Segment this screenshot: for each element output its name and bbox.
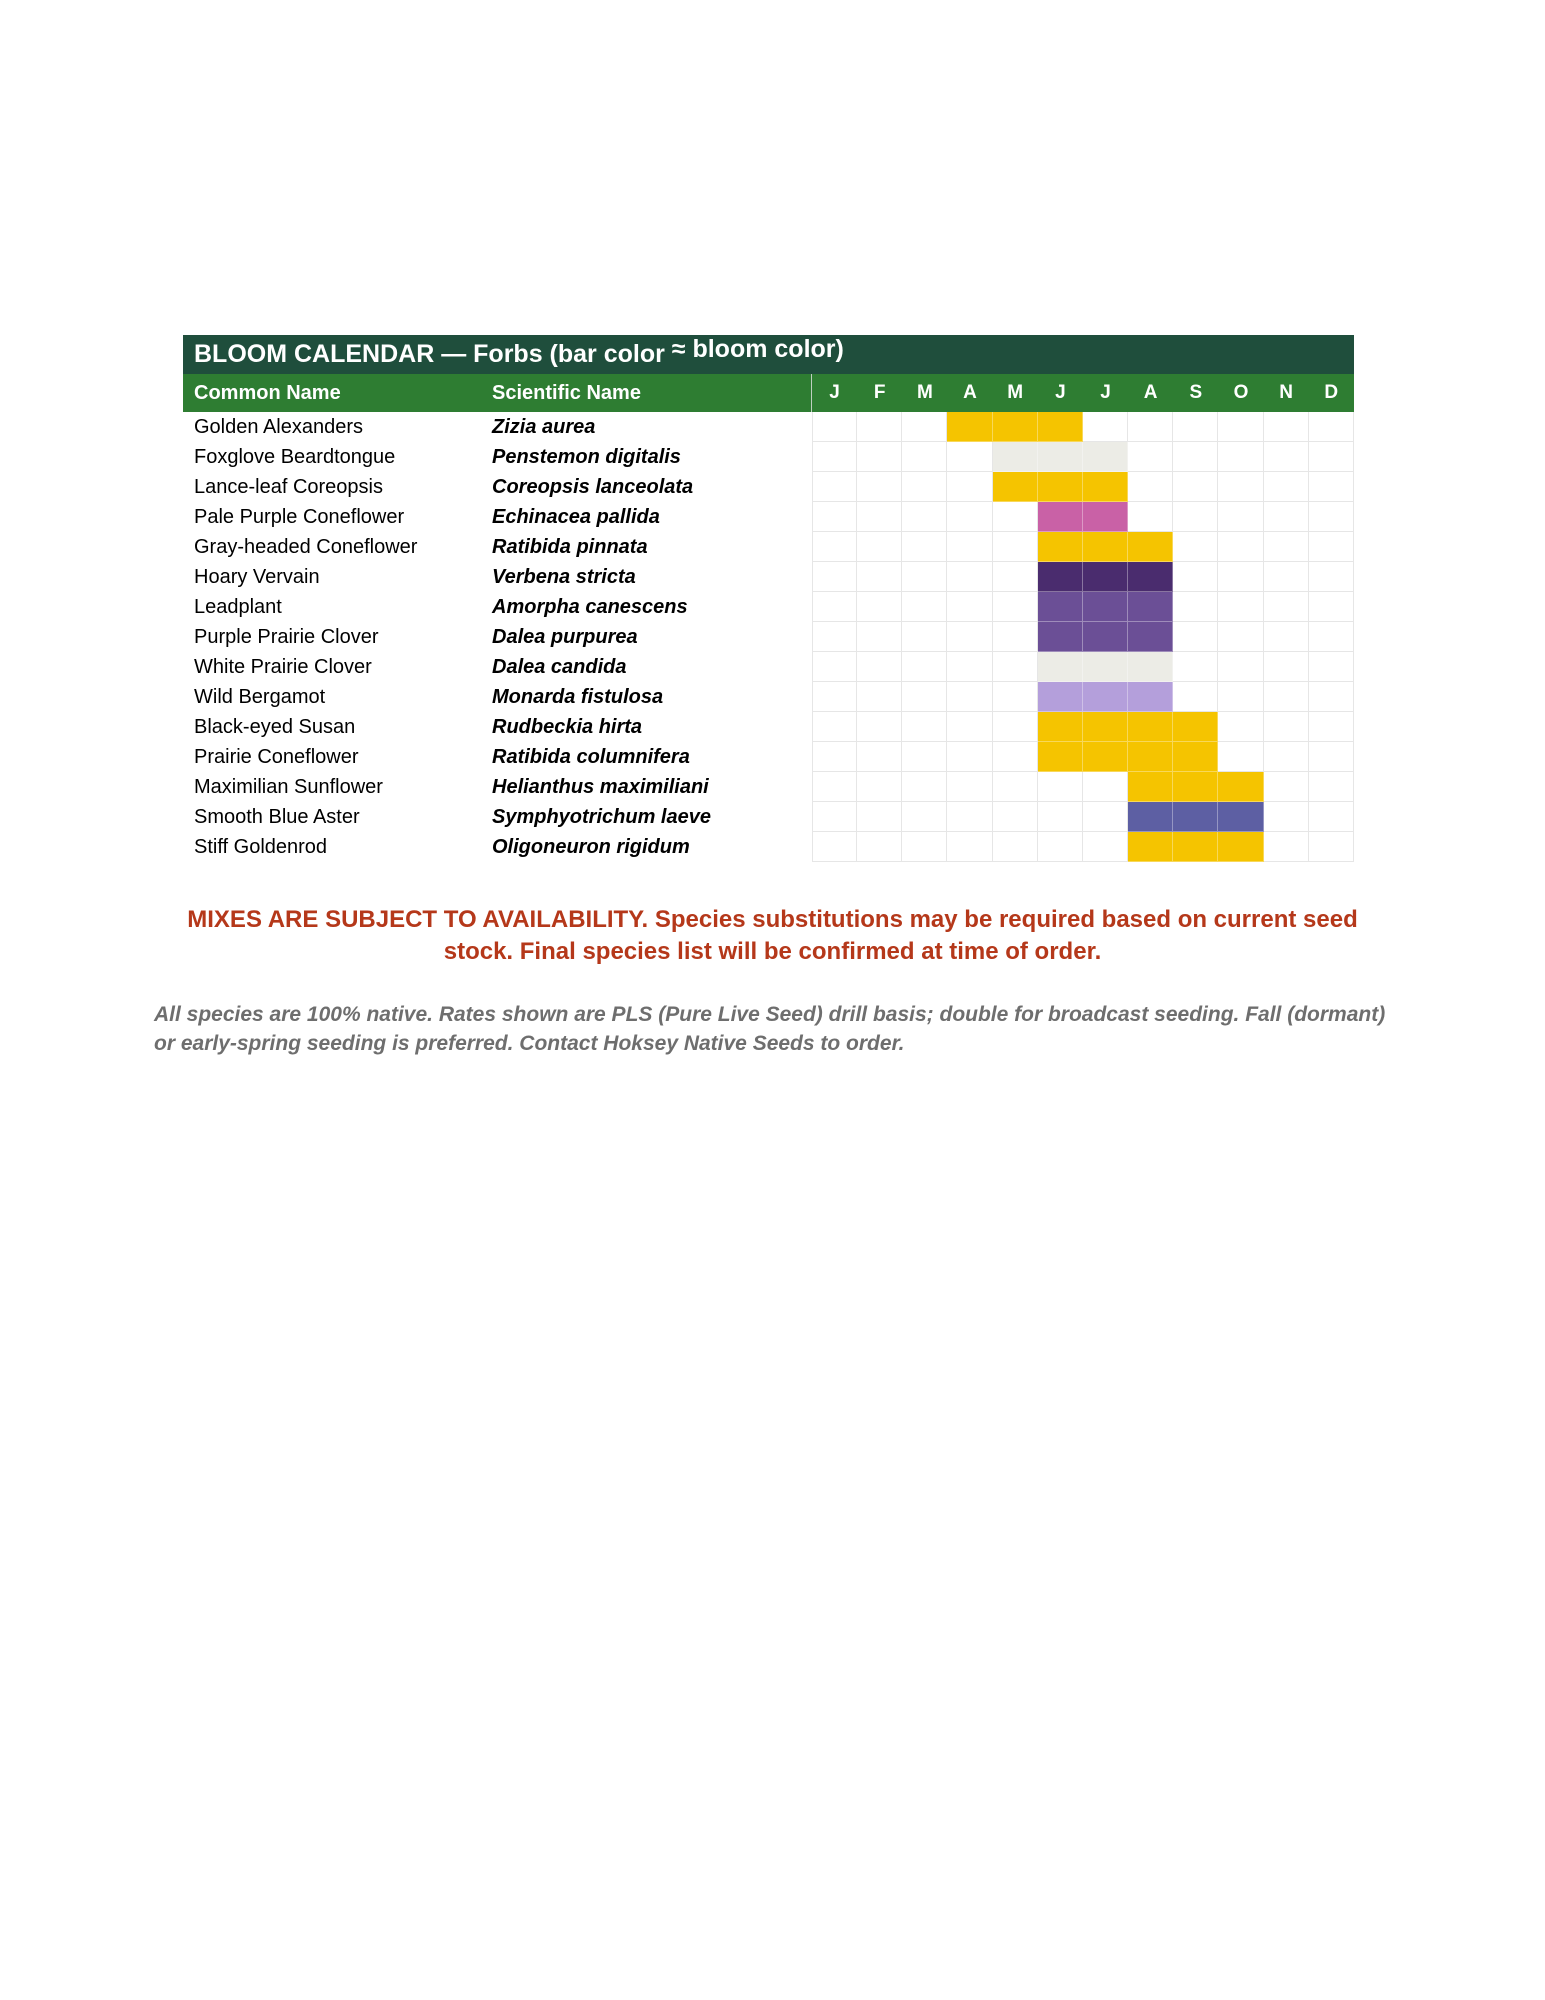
month-cell (993, 682, 1038, 712)
common-name: Foxglove Beardtongue (194, 446, 396, 468)
month-cell (993, 592, 1038, 622)
month-cell (993, 742, 1038, 772)
month-cell (1128, 502, 1173, 532)
bloom-cell (1128, 712, 1173, 742)
scientific-name: Rudbeckia hirta (492, 716, 643, 738)
bloom-cell (1128, 772, 1173, 802)
bloom-cell (1038, 472, 1083, 502)
month-cell (812, 682, 857, 712)
month-cell (812, 562, 857, 592)
bloom-cell (1038, 592, 1083, 622)
month-cell (857, 502, 902, 532)
common-name: Hoary Vervain (194, 566, 320, 588)
species-row (183, 772, 1354, 802)
month-cell (902, 802, 947, 832)
bloom-cell (1218, 832, 1263, 862)
species-row (183, 802, 1354, 832)
month-cell (947, 502, 992, 532)
bloom-cell (1128, 622, 1173, 652)
month-cell (993, 802, 1038, 832)
month-cell (812, 832, 857, 862)
month-cell (1264, 652, 1309, 682)
month-cell (857, 712, 902, 742)
month-cell (947, 592, 992, 622)
month-cell (1264, 802, 1309, 832)
month-cell (1264, 412, 1309, 442)
common-name: Maximilian Sunflower (194, 776, 383, 798)
month-cell (947, 622, 992, 652)
month-cell (857, 592, 902, 622)
month-cell (902, 592, 947, 622)
month-cell (1173, 412, 1218, 442)
month-cell (1218, 472, 1263, 502)
month-cell (857, 562, 902, 592)
month-cell (857, 622, 902, 652)
month-cell (1309, 442, 1354, 472)
column-header-row (183, 374, 1354, 412)
month-cell (993, 562, 1038, 592)
scientific-name: Oligoneuron rigidum (492, 836, 690, 858)
species-row (183, 742, 1354, 772)
month-cell (857, 742, 902, 772)
month-cell (993, 712, 1038, 742)
month-cell (1309, 472, 1354, 502)
month-cell (1264, 832, 1309, 862)
month-cell (1218, 412, 1263, 442)
bloom-cell (1038, 712, 1083, 742)
month-cell (1264, 442, 1309, 472)
month-cell (947, 472, 992, 502)
month-cell (857, 442, 902, 472)
month-cell (1218, 502, 1263, 532)
month-cell (812, 532, 857, 562)
month-cell (1038, 772, 1083, 802)
month-cell (947, 772, 992, 802)
scientific-name: Penstemon digitalis (492, 446, 681, 468)
month-cell (902, 532, 947, 562)
month-cell (902, 442, 947, 472)
month-header: J (1100, 382, 1111, 403)
month-cell (1264, 682, 1309, 712)
month-cell (1128, 442, 1173, 472)
month-cell (1309, 592, 1354, 622)
bloom-cell (993, 472, 1038, 502)
calendar-title-main: BLOOM CALENDAR — Forbs (bar color (194, 340, 665, 368)
bloom-cell (1038, 502, 1083, 532)
bloom-cell (1038, 442, 1083, 472)
common-name: Gray-headed Coneflower (194, 536, 418, 558)
month-cell (812, 712, 857, 742)
species-row (183, 712, 1354, 742)
month-cell (947, 442, 992, 472)
common-name: Stiff Goldenrod (194, 836, 328, 858)
month-cell (993, 772, 1038, 802)
bloom-cell (1038, 412, 1083, 442)
bloom-cell (1083, 712, 1128, 742)
bloom-cell (1173, 772, 1218, 802)
month-cell (1264, 622, 1309, 652)
month-cell (1083, 832, 1128, 862)
month-cell (812, 772, 857, 802)
species-row (183, 412, 1354, 442)
scientific-name: Dalea candida (492, 656, 627, 678)
common-name: Purple Prairie Clover (194, 626, 379, 648)
month-cell (993, 532, 1038, 562)
species-row (183, 622, 1354, 652)
calendar-title-sup: ≈ bloom color) (671, 335, 844, 363)
month-cell (1264, 772, 1309, 802)
bloom-cell (1218, 802, 1263, 832)
month-cell (1218, 682, 1263, 712)
month-cell (947, 712, 992, 742)
common-name: Leadplant (194, 596, 282, 618)
month-header: F (873, 382, 886, 403)
bloom-cell (1173, 802, 1218, 832)
month-cell (1218, 532, 1263, 562)
scientific-name: Verbena stricta (492, 566, 636, 588)
month-cell (857, 802, 902, 832)
month-cell (857, 682, 902, 712)
month-cell (1128, 412, 1173, 442)
month-cell (812, 502, 857, 532)
bloom-cell (993, 442, 1038, 472)
scientific-name: Ratibida pinnata (492, 536, 648, 558)
month-cell (902, 502, 947, 532)
month-cell (1264, 592, 1309, 622)
month-cell (1173, 652, 1218, 682)
header-common-name: Common Name (194, 382, 341, 404)
month-cell (1173, 502, 1218, 532)
bloom-cell (1083, 622, 1128, 652)
scientific-name: Symphyotrichum laeve (492, 806, 711, 828)
month-cell (1038, 832, 1083, 862)
scientific-name: Echinacea pallida (492, 506, 660, 528)
bloom-cell (1128, 802, 1173, 832)
month-cell (993, 652, 1038, 682)
bloom-cell (1038, 742, 1083, 772)
month-cell (1218, 622, 1263, 652)
month-cell (1218, 442, 1263, 472)
month-cell (902, 622, 947, 652)
month-cell (1309, 742, 1354, 772)
month-cell (857, 772, 902, 802)
species-row (183, 682, 1354, 712)
month-cell (1264, 532, 1309, 562)
month-cell (947, 802, 992, 832)
species-row (183, 472, 1354, 502)
month-cell (1309, 622, 1354, 652)
month-cell (902, 412, 947, 442)
month-cell (812, 802, 857, 832)
bloom-cell (1128, 652, 1173, 682)
bloom-cell (1218, 772, 1263, 802)
month-cell (902, 472, 947, 502)
month-cell (1173, 622, 1218, 652)
bloom-cell (1083, 742, 1128, 772)
month-cell (902, 772, 947, 802)
month-cell (1083, 772, 1128, 802)
month-cell (1218, 592, 1263, 622)
month-cell (1173, 592, 1218, 622)
month-cell (1083, 412, 1128, 442)
bloom-cell (1083, 652, 1128, 682)
species-row (183, 592, 1354, 622)
bloom-cell (947, 412, 992, 442)
bloom-cell (1038, 532, 1083, 562)
month-cell (1173, 562, 1218, 592)
month-cell (902, 712, 947, 742)
month-cell (1309, 532, 1354, 562)
month-header: A (1143, 382, 1158, 403)
common-name: Prairie Coneflower (194, 746, 359, 768)
month-cell (902, 832, 947, 862)
month-header: D (1324, 382, 1339, 403)
month-cell (902, 742, 947, 772)
availability-notice: MIXES ARE SUBJECT TO AVAILABILITY. Species substitutions may be required based on current seed stock. Final species list will be confirmed at time of order. (187, 906, 1358, 965)
month-cell (993, 502, 1038, 532)
common-name: Pale Purple Coneflower (194, 506, 405, 528)
month-cell (812, 592, 857, 622)
month-header: S (1189, 382, 1203, 403)
month-cell (812, 442, 857, 472)
bloom-cell (1083, 562, 1128, 592)
month-cell (1218, 712, 1263, 742)
month-header: A (963, 382, 977, 403)
scientific-name: Ratibida columnifera (492, 746, 690, 768)
month-cell (812, 652, 857, 682)
species-row (183, 562, 1354, 592)
month-cell (1128, 472, 1173, 502)
bloom-cell (1038, 562, 1083, 592)
scientific-name: Monarda fistulosa (492, 686, 664, 708)
month-cell (1309, 712, 1354, 742)
month-cell (1309, 502, 1354, 532)
month-headers (812, 374, 1354, 412)
bloom-cell (1038, 622, 1083, 652)
species-row (183, 532, 1354, 562)
month-cell (1083, 802, 1128, 832)
month-cell (1309, 412, 1354, 442)
seeding-footnote: All species are 100% native. Rates shown are PLS (Pure Live Seed) drill basis; double for broadcast seeding. Fall (dormant) or early-spring seeding is preferred. Contact Hoksey Native Seeds to order. (154, 1003, 1386, 1055)
bloom-cell (1128, 532, 1173, 562)
species-row (183, 652, 1354, 682)
month-cell (1309, 652, 1354, 682)
header-scientific-name: Scientific Name (481, 374, 812, 412)
month-cell (993, 832, 1038, 862)
bloom-cell (1083, 442, 1128, 472)
bloom-cell (1083, 502, 1128, 532)
month-cell (812, 472, 857, 502)
month-cell (812, 742, 857, 772)
bloom-cell (1173, 832, 1218, 862)
bloom-cell (1128, 832, 1173, 862)
month-cell (1218, 742, 1263, 772)
species-row (183, 502, 1354, 532)
bloom-calendar (183, 335, 1354, 862)
bloom-cell (1173, 742, 1218, 772)
common-name: Black-eyed Susan (194, 716, 356, 738)
bloom-cell (1083, 682, 1128, 712)
common-name: Lance-leaf Coreopsis (194, 476, 383, 498)
bloom-cell (1128, 742, 1173, 772)
month-cell (1173, 472, 1218, 502)
month-cell (947, 532, 992, 562)
month-cell (1309, 802, 1354, 832)
bloom-cell (1173, 712, 1218, 742)
species-row (183, 832, 1354, 862)
month-cell (1264, 562, 1309, 592)
bloom-cell (1038, 682, 1083, 712)
species-row (183, 442, 1354, 472)
month-header: O (1233, 382, 1249, 403)
common-name: Smooth Blue Aster (194, 806, 360, 828)
month-header: N (1279, 382, 1293, 403)
scientific-name: Zizia aurea (492, 416, 596, 438)
month-cell (1218, 562, 1263, 592)
scientific-name: Helianthus maximiliani (492, 776, 709, 798)
common-name: White Prairie Clover (194, 656, 372, 678)
month-cell (947, 832, 992, 862)
scientific-name: Amorpha canescens (492, 596, 688, 618)
month-cell (1038, 802, 1083, 832)
month-cell (857, 832, 902, 862)
calendar-title (183, 335, 1354, 374)
month-cell (947, 562, 992, 592)
month-cell (1309, 832, 1354, 862)
month-cell (902, 652, 947, 682)
bloom-cell (1083, 472, 1128, 502)
bloom-cell (1083, 592, 1128, 622)
scientific-name: Dalea purpurea (492, 626, 638, 648)
month-cell (857, 532, 902, 562)
month-cell (1309, 562, 1354, 592)
bloom-cell (1083, 532, 1128, 562)
month-cell (1173, 442, 1218, 472)
common-name: Wild Bergamot (194, 686, 326, 708)
month-cell (947, 682, 992, 712)
month-cell (857, 472, 902, 502)
month-cell (1264, 502, 1309, 532)
month-cell (993, 622, 1038, 652)
month-cell (857, 412, 902, 442)
month-cell (1309, 772, 1354, 802)
month-cell (812, 622, 857, 652)
month-cell (1264, 472, 1309, 502)
common-name: Golden Alexanders (194, 416, 364, 438)
species-rows (183, 412, 1354, 862)
month-cell (1309, 682, 1354, 712)
bloom-cell (1128, 682, 1173, 712)
month-cell (947, 742, 992, 772)
month-cell (902, 562, 947, 592)
month-header: M (1007, 382, 1024, 403)
month-cell (947, 652, 992, 682)
month-header: M (916, 382, 933, 403)
month-cell (1173, 532, 1218, 562)
month-cell (902, 682, 947, 712)
month-cell (1264, 712, 1309, 742)
month-cell (1173, 682, 1218, 712)
month-cell (857, 652, 902, 682)
month-cell (812, 412, 857, 442)
month-header: J (829, 382, 840, 403)
bloom-cell (1038, 652, 1083, 682)
month-cell (1218, 652, 1263, 682)
bloom-cell (1128, 592, 1173, 622)
bloom-cell (1128, 562, 1173, 592)
bloom-cell (993, 412, 1038, 442)
scientific-name: Coreopsis lanceolata (492, 476, 694, 498)
month-header: J (1055, 382, 1066, 403)
month-cell (1264, 742, 1309, 772)
